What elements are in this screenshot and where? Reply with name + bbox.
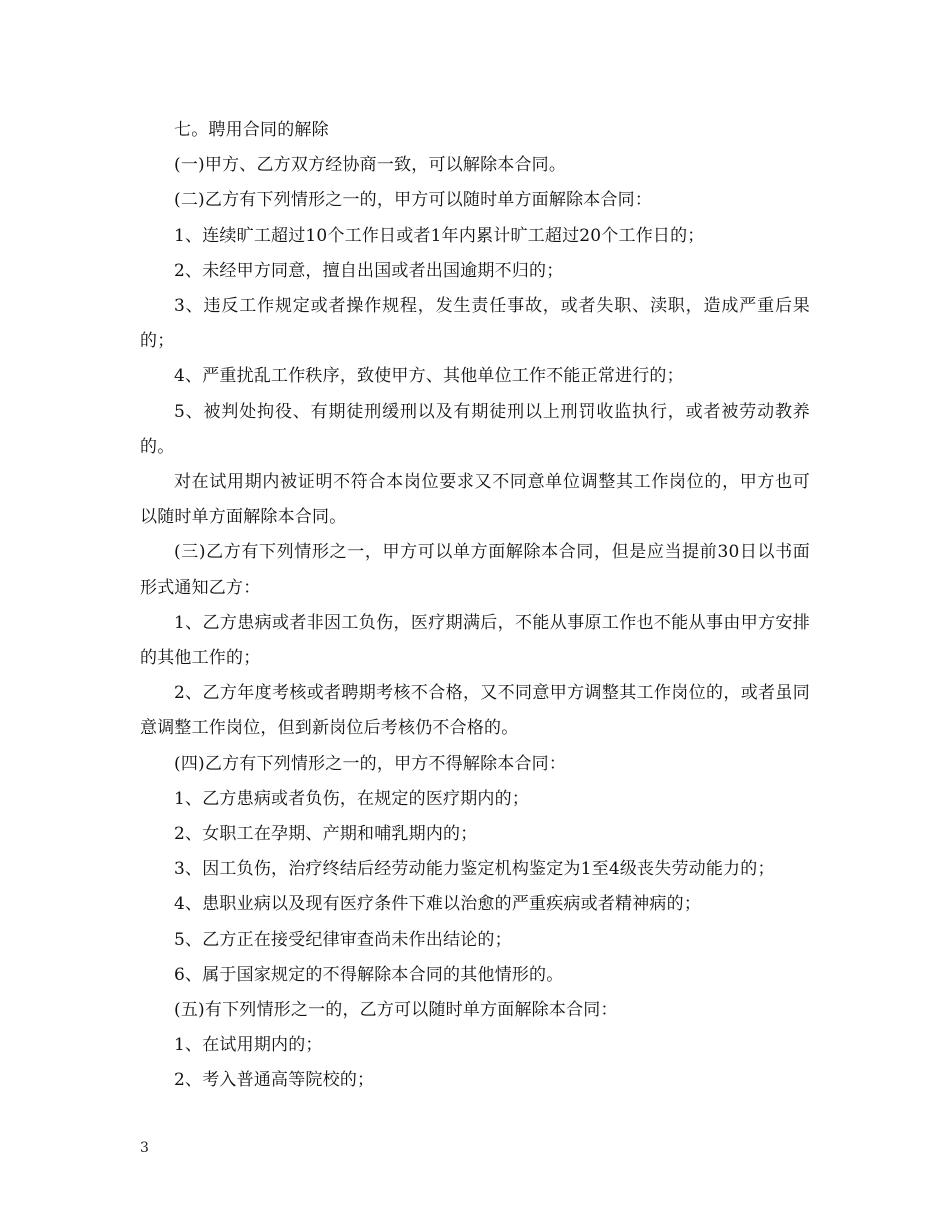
paragraph: 1、在试用期内的； [174,1035,323,1056]
paragraph: 5、被判处拘役、有期徒刑缓刑以及有期徒刑以上刑罚收监执行，或者被劳动教养的。 [140,401,810,457]
paragraph: (四)乙方有下列情形之一的，甲方不得解除本合同： [174,753,567,774]
paragraph: 3、因工负伤，治疗终结后经劳动能力鉴定机构鉴定为1至4级丧失劳动能力的； [174,859,775,880]
paragraph: (二)乙方有下列情形之一的，甲方可以随时单方面解除本合同： [174,190,653,211]
paragraph: 4、严重扰乱工作秩序，致使甲方、其他单位工作不能正常进行的； [174,366,684,387]
paragraph: 6、属于国家规定的不得解除本合同的其他情形的。 [174,964,564,985]
paragraph: 2、乙方年度考核或者聘期考核不合格，又不同意甲方调整其工作岗位的，或者虽同意调整工作岗位，但到新岗位后考核仍不合格的。 [140,683,810,739]
paragraph: 1、连续旷工超过10个工作日或者1年内累计旷工超过20个工作日的； [174,225,705,246]
paragraph: 2、未经甲方同意，擅自出国或者出国逾期不归的； [174,260,564,281]
paragraph: 2、女职工在孕期、产期和哺乳期内的； [174,824,478,845]
page-number: 3 [140,1140,149,1156]
section-heading: 七。聘用合同的解除 [174,120,329,140]
paragraph: 对在试用期内被证明不符合本岗位要求又不同意单位调整其工作岗位的，甲方也可以随时单方面解除本合同。 [140,472,810,528]
paragraph: (五)有下列情形之一的，乙方可以随时单方面解除本合同： [174,1000,618,1021]
paragraph: 1、乙方患病或者负伤，在规定的医疗期内的； [174,788,530,809]
paragraph: 1、乙方患病或者非因工负伤，医疗期满后，不能从事原工作也不能从事由甲方安排的其他工作的； [140,612,810,669]
paragraph: 3、违反工作规定或者操作规程，发生责任事故，或者失职、渎职，造成严重后果的； [140,296,810,352]
paragraph: (三)乙方有下列情形之一，甲方可以单方面解除本合同，但是应当提前30日以书面形式通知乙方： [140,542,810,598]
document-body [140,113,810,1099]
paragraph: 2、考入普通高等院校的； [174,1070,375,1091]
paragraph: 5、乙方正在接受纪律审查尚未作出结论的； [174,929,512,950]
paragraph: (一)甲方、乙方双方经协商一致，可以解除本合同。 [174,155,567,176]
paragraph: 4、患职业病以及现有医疗条件下难以治愈的严重疾病或者精神病的； [174,894,702,915]
